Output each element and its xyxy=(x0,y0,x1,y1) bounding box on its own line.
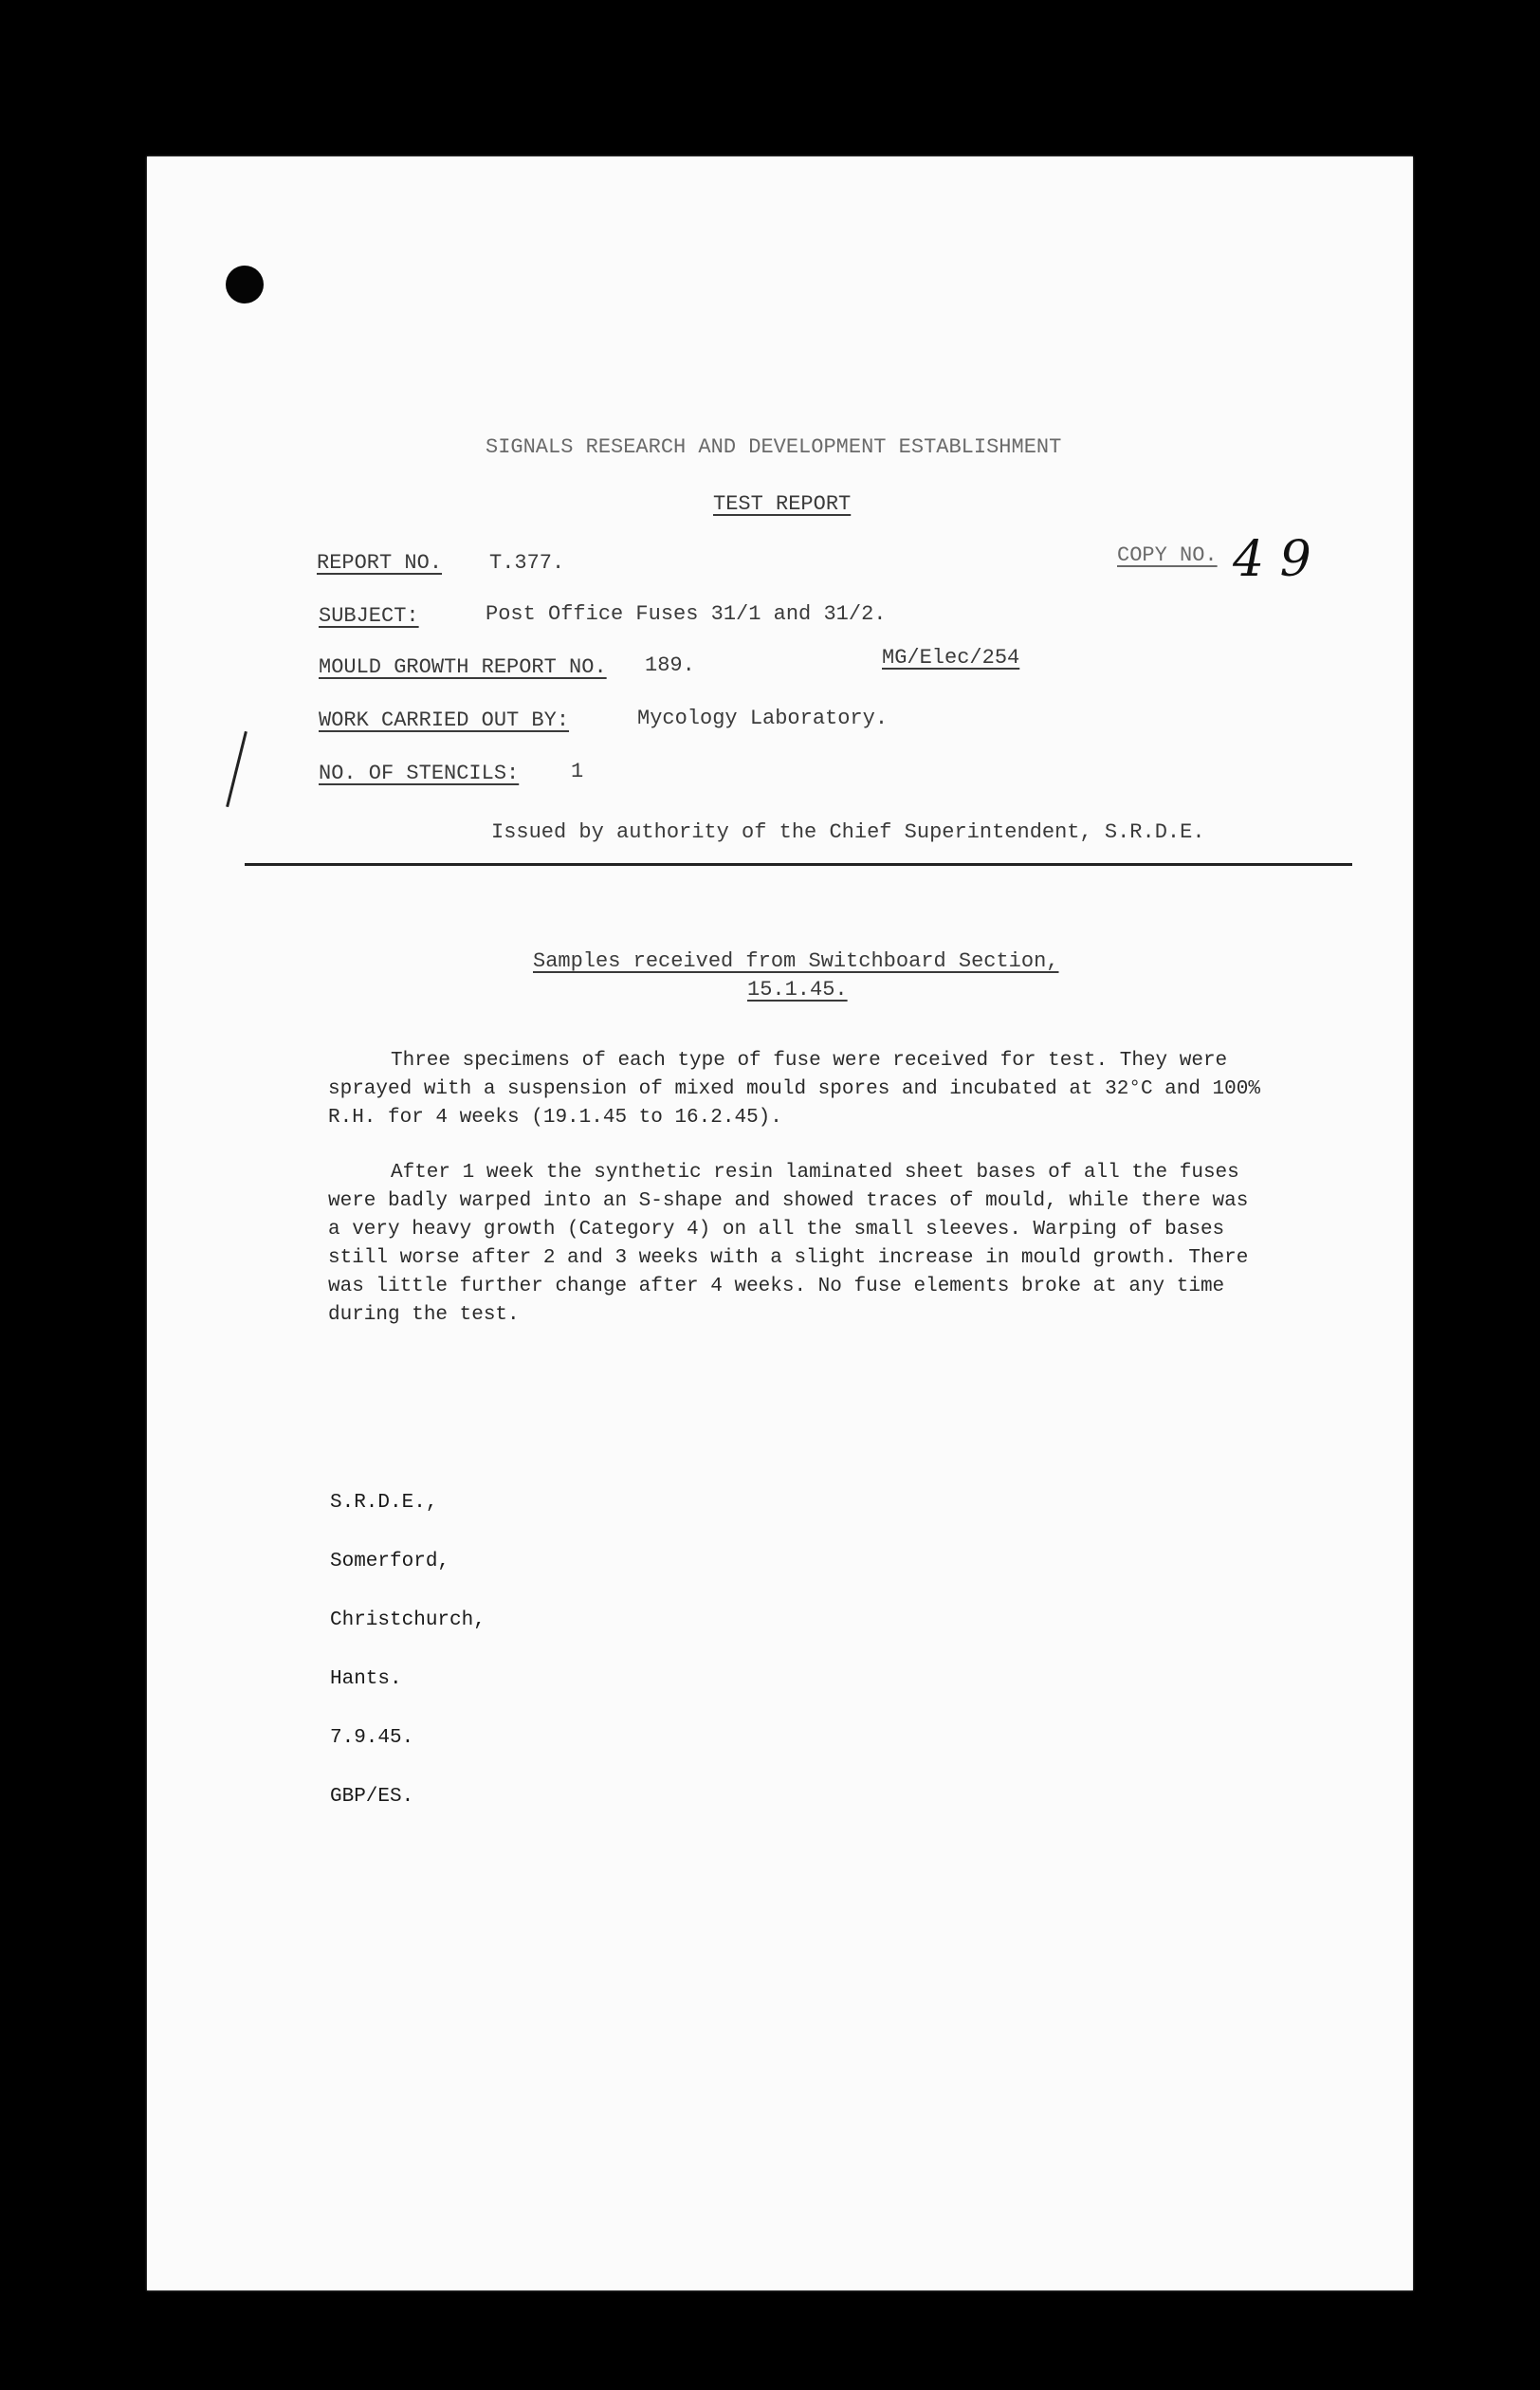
horizontal-rule xyxy=(245,863,1352,866)
address-block xyxy=(330,1457,486,1827)
document-type-title: TEST REPORT xyxy=(713,492,852,516)
body-paragraph-2: After 1 week the synthetic resin laminated sheet bases of all the fuses were badly warped into an S-shape and showed traces of mould, while there was a very heavy growth (Category 4) on all the small sleeves. Warping of bases still worse after 2 and 3 weeks with a slight increase in mould growth. There was little further change after 4 weeks. No fuse elements broke at any time during the test. xyxy=(328,1162,1249,1326)
subject-value: Post Office Fuses 31/1 and 31/2. xyxy=(486,602,887,626)
report-no-label: REPORT NO. xyxy=(317,551,443,575)
work-carried-out-label: WORK CARRIED OUT BY: xyxy=(319,708,570,732)
mould-report-value: 189. xyxy=(645,653,695,677)
authority-statement: Issued by authority of the Chief Superintendent, S.R.D.E. xyxy=(491,820,1205,844)
address-line-4: Hants. xyxy=(330,1668,402,1690)
address-line-1: S.R.D.E., xyxy=(330,1492,438,1514)
mould-report-ref: MG/Elec/254 xyxy=(882,646,1020,670)
address-line-5: 7.9.45. xyxy=(330,1727,414,1749)
stencils-value: 1 xyxy=(571,760,584,783)
section-heading-line1: Samples received from Switchboard Section, xyxy=(533,949,1059,973)
report-no-value: T.377. xyxy=(489,551,565,575)
address-line-2: Somerford, xyxy=(330,1551,450,1572)
copy-no-label: COPY NO. xyxy=(1117,543,1218,567)
address-line-6: GBP/ES. xyxy=(330,1786,414,1808)
establishment-title: SIGNALS RESEARCH AND DEVELOPMENT ESTABLISHMENT xyxy=(486,435,1062,459)
mould-report-label: MOULD GROWTH REPORT NO. xyxy=(319,655,607,679)
body-paragraph-1: Three specimens of each type of fuse were received for test. They were sprayed with a suspension of mixed mould spores and incubated at 32°C and 100% R.H. for 4 weeks (19.1.45 to 16.2.45). xyxy=(328,1050,1260,1129)
work-carried-out-value: Mycology Laboratory. xyxy=(637,707,889,730)
punch-hole xyxy=(226,266,264,303)
address-line-3: Christchurch, xyxy=(330,1609,486,1631)
copy-no-value: 4 9 xyxy=(1233,531,1311,588)
subject-label: SUBJECT: xyxy=(319,604,419,628)
stencils-label: NO. OF STENCILS: xyxy=(319,762,520,785)
section-heading-line2: 15.1.45. xyxy=(747,978,848,1002)
